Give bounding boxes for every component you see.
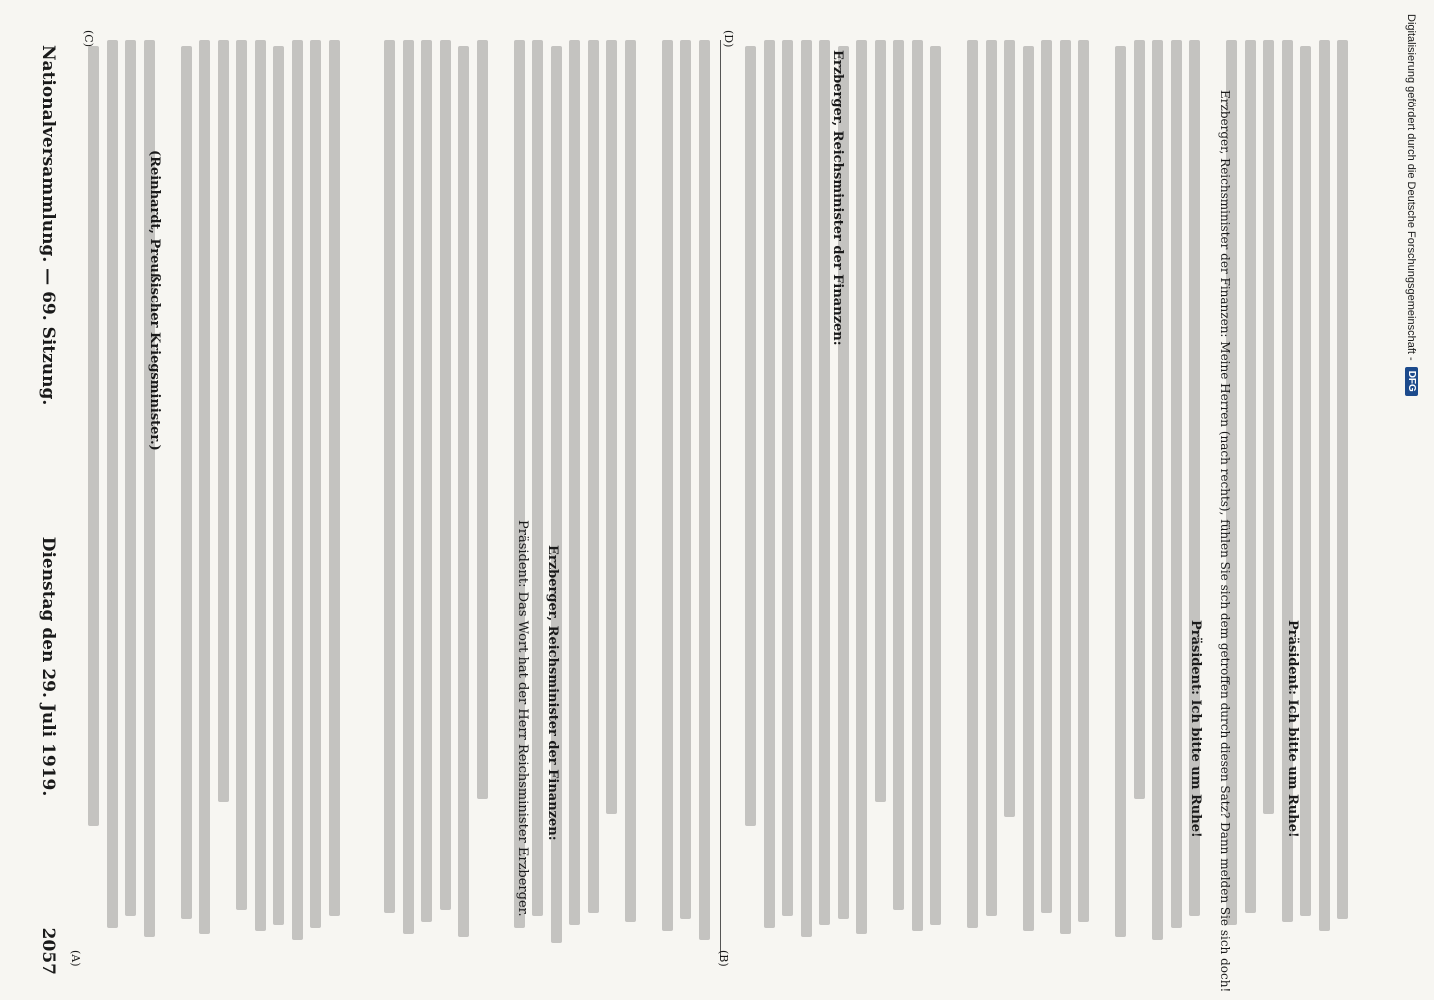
text-line	[1041, 40, 1052, 913]
text-line	[699, 40, 710, 940]
text-line	[801, 40, 812, 937]
margin-marker-b: (B)	[717, 950, 730, 967]
text-line	[199, 40, 210, 934]
speech-start: (Reinhardt, Preußischer Kriegsminister.)	[147, 150, 162, 451]
page-number: 2057	[38, 927, 58, 975]
header-center: Dienstag den 29. Juli 1919.	[38, 536, 58, 797]
text-line	[680, 40, 691, 919]
left-column	[70, 0, 720, 1000]
dfg-logo: DFG	[1405, 367, 1418, 396]
margin-marker-d: (D)	[722, 30, 735, 48]
text-line	[893, 40, 904, 910]
text-line	[273, 46, 284, 925]
text-line	[912, 40, 923, 931]
running-header	[38, 45, 61, 975]
text-line	[1152, 40, 1163, 940]
text-line	[236, 40, 247, 910]
text-line	[218, 40, 229, 802]
text-line	[384, 40, 395, 913]
column-divider-left	[720, 40, 721, 960]
text-line	[107, 40, 118, 928]
text-line	[1078, 40, 1089, 922]
praesident-remark-2: Präsident: Ich bitte um Ruhe!	[1188, 620, 1203, 838]
right-column	[735, 0, 1365, 1000]
margin-marker-a: (A)	[69, 950, 82, 967]
text-line	[1319, 40, 1330, 931]
text-line	[986, 40, 997, 916]
text-line	[1337, 40, 1348, 919]
text-line	[329, 40, 340, 916]
text-line	[1060, 40, 1071, 934]
text-line	[458, 46, 469, 937]
text-line	[662, 40, 673, 931]
text-line	[1245, 40, 1256, 913]
text-line	[440, 40, 451, 910]
text-line	[782, 40, 793, 916]
text-line	[1300, 46, 1311, 916]
text-line	[1004, 40, 1015, 817]
erzberger-heading-2: Erzberger, Reichsminister der Finanzen: Meine Herren (nach rechts), fühlen Sie sich dem getroffen durch diesen Satz? Dann melden Sie sich doch!	[1218, 90, 1232, 993]
text-line	[255, 40, 266, 931]
erzberger-heading-3: Erzberger, Reichsminister der Finanzen:	[830, 50, 845, 346]
text-line	[532, 40, 543, 916]
text-line	[606, 40, 617, 814]
text-line	[625, 40, 636, 922]
text-line	[764, 40, 775, 928]
text-line	[1134, 40, 1145, 799]
credit-text: Digitalisierung gefördert durch die Deutsche Forschungsgemeinschaft -	[1405, 14, 1418, 361]
text-line	[1023, 46, 1034, 931]
text-line	[181, 46, 192, 919]
text-line	[310, 40, 321, 928]
text-line	[745, 46, 756, 826]
text-line	[292, 40, 303, 940]
text-line	[819, 40, 830, 925]
text-line	[403, 40, 414, 934]
digitization-credit	[1390, 0, 1434, 1000]
praesident-remark-3: Präsident: Ich bitte um Ruhe!	[1285, 620, 1300, 838]
text-line	[588, 40, 599, 913]
text-line	[1115, 46, 1126, 937]
praesident-remark-1: Präsident: Das Wort hat der Herr Reichsminister Erzberger.	[515, 520, 530, 917]
erzberger-heading-1: Erzberger, Reichsminister der Finanzen:	[545, 545, 560, 841]
text-line	[125, 40, 136, 916]
header-left: Nationalversammlung. — 69. Sitzung.	[38, 45, 58, 406]
text-line	[421, 40, 432, 922]
margin-marker-c: (C)	[82, 30, 95, 47]
text-line	[1263, 40, 1274, 814]
text-line	[569, 40, 580, 925]
text-line	[477, 40, 488, 799]
text-line	[1171, 40, 1182, 928]
text-line	[88, 46, 99, 826]
text-line	[856, 40, 867, 934]
text-line	[967, 40, 978, 928]
text-line	[875, 40, 886, 802]
text-line	[930, 46, 941, 925]
